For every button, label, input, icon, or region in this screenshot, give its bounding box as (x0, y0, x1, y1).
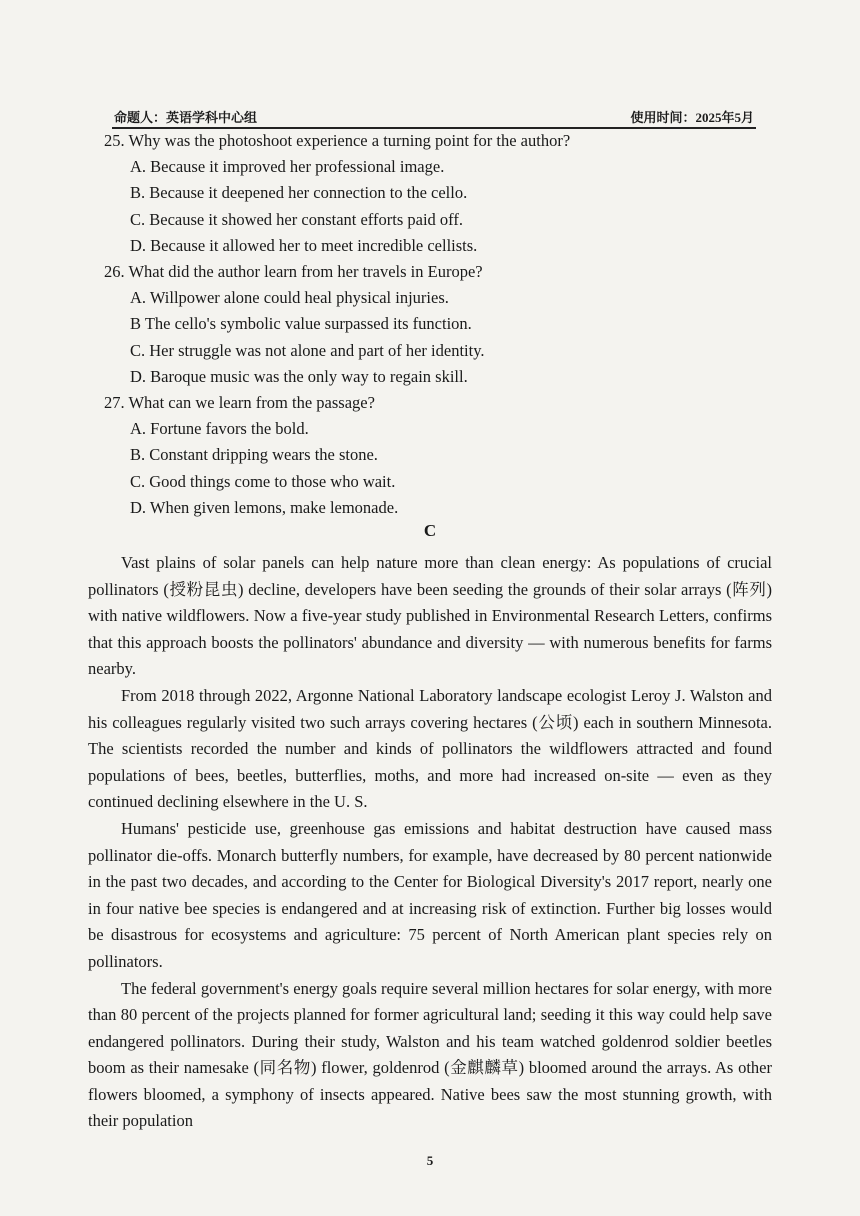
page-header (114, 104, 754, 126)
option-d: D. Baroque music was the only way to regain skill. (130, 366, 468, 386)
passage-paragraph: Humans' pesticide use, greenhouse gas emissions and habitat destruction have caused mass pollinator die-offs. Monarch butterfly numbers, for example, have decreased by 80 percent nationwide in the past two decades, and according to the Center for Biological Diversity's 2017 report, nearly one in four native bee species is endangered and at increasing risk of extinction. Further big losses would be disastrous for ecosystems and agriculture: 75 percent of North American plant species rely on pollinators. (88, 818, 772, 971)
option-b: B. Because it deepened her connection to the cello. (130, 183, 468, 203)
option-b: B The cello's symbolic value surpassed its function. (130, 314, 472, 334)
option-a: A. Willpower alone could heal physical injuries. (130, 288, 449, 308)
option-a: A. Because it improved her professional image. (130, 157, 445, 177)
passage-paragraph: The federal government's energy goals require several million hectares for solar energy, with more than 80 percent of the projects planned for former agricultural land; seeding it this way could help save endangered pollinators. During their study, Walston and his team watched goldenrod soldier beetles boom as their namesake (同名物) flower, goldenrod (金麒麟草) bloomed around the arrays. As other flowers bloomed, a symphony of insects appeared. Native bees saw the most stunning growth, with their population (88, 978, 772, 1131)
question-stem: 27. What can we learn from the passage? (104, 393, 375, 413)
question-stem: 26. What did the author learn from her travels in Europe? (104, 262, 483, 282)
question-list (104, 128, 764, 521)
header-author: 命题人：英语学科中心组 (114, 110, 258, 125)
option-d: D. When given lemons, make lemonade. (130, 497, 399, 517)
page-number: 5 (426, 1153, 434, 1168)
question-26 (104, 259, 764, 390)
question-stem: 25. Why was the photoshoot experience a turning point for the author? (104, 131, 571, 150)
section-heading: C (423, 521, 437, 540)
option-b: B. Constant dripping wears the stone. (130, 445, 378, 465)
option-d: D. Because it allowed her to meet incredible cellists. (130, 235, 478, 255)
reading-passage (88, 550, 772, 1135)
question-25 (104, 128, 764, 259)
passage-paragraph: From 2018 through 2022, Argonne National Laboratory landscape ecologist Leroy J. Walston and his colleagues regularly visited two such arrays covering hectares (公顷) each in southern Minnesota. The scientists recorded the number and kinds of pollinators the wildflowers attracted and found populations of bees, beetles, butterflies, moths, and more had increased on-site — even as they continued declining elsewhere in the U. S. (88, 685, 772, 812)
option-a: A. Fortune favors the bold. (130, 419, 309, 439)
passage-paragraph: Vast plains of solar panels can help nature more than clean energy: As populations of crucial pollinators (授粉昆虫) decline, developers have been seeding the grounds of their solar arrays (阵列) with native wildflowers. Now a five-year study published in Environmental Research Letters, confirms that this approach boosts the pollinators' abundance and diversity — with numerous benefits for farms nearby. (88, 553, 772, 679)
question-27 (104, 390, 764, 521)
header-date: 使用时间：2025年5月 (630, 110, 754, 125)
option-c: C. Because it showed her constant efforts paid off. (130, 209, 463, 229)
option-c: C. Her struggle was not alone and part of her identity. (130, 340, 485, 360)
option-c: C. Good things come to those who wait. (130, 471, 396, 491)
